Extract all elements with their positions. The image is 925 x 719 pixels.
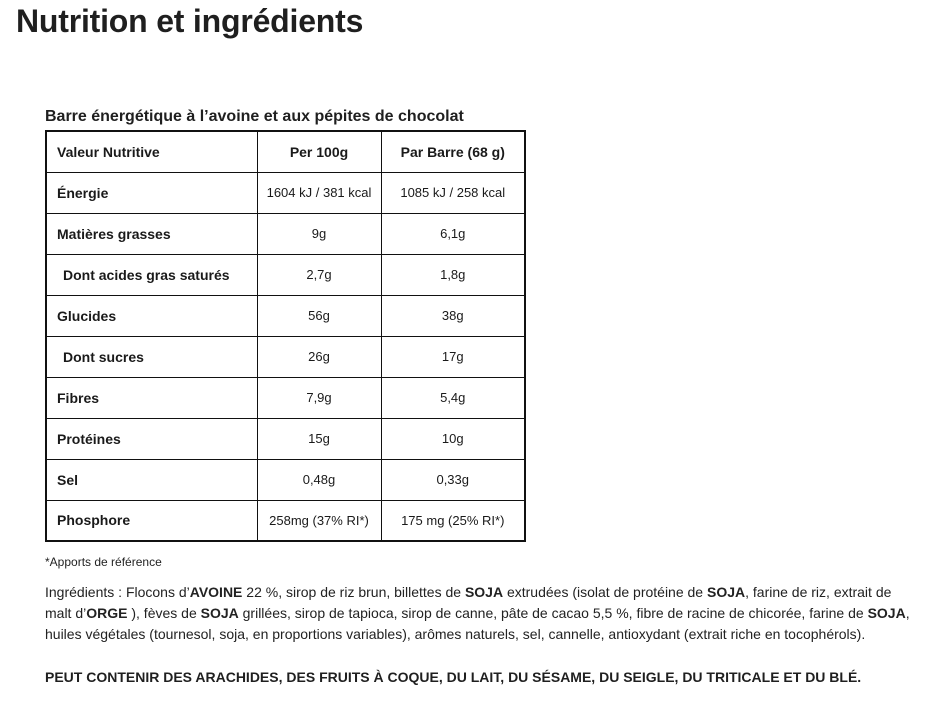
nutrition-table-body bbox=[46, 172, 525, 541]
value-per-bar: 10g bbox=[381, 418, 525, 459]
allergen-ingredient: SOJA bbox=[706, 584, 746, 600]
ingredient-text: , huiles végétales (tournesol, soja, en proportions variables), arômes naturels, sel, cannelle, antioxydant (extrait riche en tocophérols). bbox=[45, 605, 910, 642]
table-row bbox=[46, 418, 525, 459]
header-per-100g: Per 100g bbox=[257, 131, 381, 172]
ingredient-text: 22 %, sirop de riz brun, billettes de bbox=[242, 584, 465, 600]
value-per-bar: 0,33g bbox=[381, 459, 525, 500]
header-per-bar: Par Barre (68 g) bbox=[381, 131, 525, 172]
ingredient-text: Ingrédients : Flocons d’ bbox=[45, 584, 190, 600]
allergen-warning: PEUT CONTENIR DES ARACHIDES, DES FRUITS À COQUE, DU LAIT, DU SÉSAME, DU SEIGLE, DU TRITICALE ET DU BLÉ. bbox=[45, 669, 862, 685]
table-row bbox=[46, 254, 525, 295]
value-per-100g: 56g bbox=[257, 295, 381, 336]
value-per-100g: 258mg (37% RI*) bbox=[257, 500, 381, 541]
nutrient-label: Sel bbox=[46, 459, 257, 500]
product-title: Barre énergétique à l’avoine et aux pépites de chocolat bbox=[45, 108, 464, 125]
table-row bbox=[46, 172, 525, 213]
nutrient-label: Dont sucres bbox=[46, 336, 257, 377]
table-row bbox=[46, 377, 525, 418]
table-row bbox=[46, 336, 525, 377]
table-row bbox=[46, 500, 525, 541]
ingredients-text bbox=[45, 582, 915, 645]
value-per-100g: 7,9g bbox=[257, 377, 381, 418]
nutrient-label: Énergie bbox=[46, 172, 257, 213]
allergen-ingredient: AVOINE bbox=[189, 584, 243, 600]
nutrient-label: Matières grasses bbox=[46, 213, 257, 254]
nutrient-label: Phosphore bbox=[46, 500, 257, 541]
table-row bbox=[46, 213, 525, 254]
nutrition-table bbox=[45, 130, 526, 542]
ingredient-text: grillées, sirop de tapioca, sirop de canne, pâte de cacao 5,5 %, fibre de racine de chicorée, farine de bbox=[238, 605, 868, 621]
value-per-100g: 0,48g bbox=[257, 459, 381, 500]
value-per-100g: 1604 kJ / 381 kcal bbox=[257, 172, 381, 213]
table-header-row bbox=[46, 131, 525, 172]
nutrient-label: Glucides bbox=[46, 295, 257, 336]
ingredient-text: extrudées (isolat de protéine de bbox=[503, 584, 707, 600]
value-per-bar: 38g bbox=[381, 295, 525, 336]
value-per-bar: 175 mg (25% RI*) bbox=[381, 500, 525, 541]
nutrient-label: Protéines bbox=[46, 418, 257, 459]
header-nutrient: Valeur Nutritive bbox=[46, 131, 257, 172]
value-per-bar: 1,8g bbox=[381, 254, 525, 295]
table-row bbox=[46, 459, 525, 500]
value-per-100g: 26g bbox=[257, 336, 381, 377]
allergen-ingredient: SOJA bbox=[200, 605, 239, 621]
value-per-bar: 6,1g bbox=[381, 213, 525, 254]
value-per-bar: 5,4g bbox=[381, 377, 525, 418]
value-per-bar: 1085 kJ / 258 kcal bbox=[381, 172, 525, 213]
value-per-bar: 17g bbox=[381, 336, 525, 377]
value-per-100g: 2,7g bbox=[257, 254, 381, 295]
allergen-ingredient: ORGE bbox=[86, 605, 128, 621]
allergen-ingredient: SOJA bbox=[867, 605, 906, 621]
nutrient-label: Dont acides gras saturés bbox=[46, 254, 257, 295]
value-per-100g: 15g bbox=[257, 418, 381, 459]
ingredient-text: , farine de riz, extrait de malt d’ bbox=[45, 584, 892, 621]
table-row bbox=[46, 295, 525, 336]
allergen-ingredient: SOJA bbox=[464, 584, 504, 600]
page-title: Nutrition et ingrédients bbox=[16, 3, 364, 39]
nutrient-label: Fibres bbox=[46, 377, 257, 418]
ingredient-text: ), fèves de bbox=[127, 605, 201, 621]
footnote: *Apports de référence bbox=[45, 555, 162, 569]
value-per-100g: 9g bbox=[257, 213, 381, 254]
